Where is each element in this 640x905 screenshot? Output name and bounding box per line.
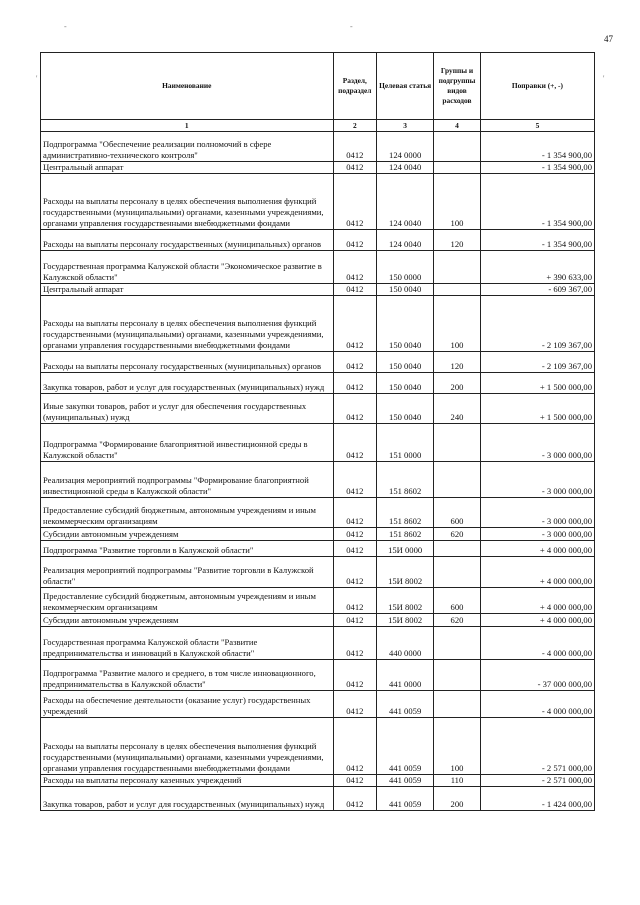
row-section-cell: 0412	[333, 352, 377, 373]
row-name-cell: Предоставление субсидий бюджетным, автономным учреждениям и иным некоммерческим организациям	[41, 498, 334, 528]
margin-mark: -	[64, 22, 67, 31]
row-section-cell: 0412	[333, 498, 377, 528]
table-row	[41, 775, 595, 787]
row-section-cell: 0412	[333, 284, 377, 296]
row-section-cell: 0412	[333, 557, 377, 588]
row-article-cell: 15И 8002	[377, 557, 434, 588]
row-group-cell: 120	[434, 352, 481, 373]
row-article-cell: 150 0040	[377, 373, 434, 394]
row-group-cell	[434, 162, 481, 174]
row-article-cell: 151 8602	[377, 498, 434, 528]
row-article-cell: 151 8602	[377, 528, 434, 541]
row-section-cell: 0412	[333, 718, 377, 775]
row-section-cell: 0412	[333, 775, 377, 787]
row-name-cell: Расходы на выплаты персоналу в целях обеспечения выполнения функций государственными (муниципальными) органами, казенными учреждениями, органами управления государственными внебюджетными фондами	[41, 296, 334, 352]
row-amount-cell: - 3 000 000,00	[480, 498, 594, 528]
column-number-row	[41, 120, 595, 132]
row-group-cell	[434, 691, 481, 718]
row-section-cell: 0412	[333, 691, 377, 718]
row-amount-cell: - 2 571 000,00	[480, 718, 594, 775]
column-number: 5	[480, 120, 594, 132]
header-amount: Поправки (+, -)	[480, 53, 594, 120]
row-name-cell: Расходы на выплаты персоналу в целях обеспечения выполнения функций государственными (муниципальными) органами, казенными учреждениями, органами управления государственными внебюджетными фондами	[41, 174, 334, 230]
table-row	[41, 627, 595, 660]
row-group-cell	[434, 627, 481, 660]
row-section-cell: 0412	[333, 627, 377, 660]
table-row	[41, 691, 595, 718]
column-number: 3	[377, 120, 434, 132]
row-article-cell: 441 0059	[377, 775, 434, 787]
table-row	[41, 132, 595, 162]
row-article-cell: 441 0000	[377, 660, 434, 691]
row-section-cell: 0412	[333, 660, 377, 691]
row-article-cell: 15И 8002	[377, 614, 434, 627]
row-group-cell: 620	[434, 614, 481, 627]
table-row	[41, 588, 595, 614]
row-article-cell: 441 0059	[377, 691, 434, 718]
row-group-cell: 620	[434, 528, 481, 541]
row-name-cell: Закупка товаров, работ и услуг для государственных (муниципальных) нужд	[41, 373, 334, 394]
row-group-cell: 100	[434, 296, 481, 352]
table-row	[41, 284, 595, 296]
row-article-cell: 150 0040	[377, 284, 434, 296]
row-section-cell: 0412	[333, 373, 377, 394]
row-article-cell: 124 0040	[377, 230, 434, 251]
row-amount-cell: - 1 354 900,00	[480, 174, 594, 230]
row-section-cell: 0412	[333, 614, 377, 627]
row-article-cell: 124 0040	[377, 174, 434, 230]
row-section-cell: 0412	[333, 230, 377, 251]
row-section-cell: 0412	[333, 528, 377, 541]
row-amount-cell: + 4 000 000,00	[480, 614, 594, 627]
row-group-cell	[434, 132, 481, 162]
row-article-cell: 150 0040	[377, 352, 434, 373]
row-amount-cell: - 1 354 900,00	[480, 162, 594, 174]
row-name-cell: Подпрограмма "Развитие торговли в Калужской области"	[41, 541, 334, 557]
margin-mark: '	[36, 74, 38, 83]
row-name-cell: Субсидии автономным учреждениям	[41, 528, 334, 541]
row-name-cell: Подпрограмма "Обеспечение реализации полномочий в сфере административно-технического контроля"	[41, 132, 334, 162]
row-section-cell: 0412	[333, 174, 377, 230]
row-article-cell: 441 0059	[377, 787, 434, 811]
row-amount-cell: - 3 000 000,00	[480, 528, 594, 541]
row-article-cell: 150 0040	[377, 394, 434, 424]
margin-mark: -	[350, 22, 353, 31]
table-header-row	[41, 53, 595, 120]
page-number: 47	[604, 34, 613, 44]
margin-mark: '	[603, 74, 605, 83]
row-name-cell: Предоставление субсидий бюджетным, автономным учреждениям и иным некоммерческим организациям	[41, 588, 334, 614]
row-name-cell: Субсидии автономным учреждениям	[41, 614, 334, 627]
column-number: 2	[333, 120, 377, 132]
row-section-cell: 0412	[333, 251, 377, 284]
row-amount-cell: - 2 109 367,00	[480, 352, 594, 373]
row-name-cell: Расходы на выплаты персоналу государственных (муниципальных) органов	[41, 230, 334, 251]
row-group-cell: 110	[434, 775, 481, 787]
table-row	[41, 528, 595, 541]
header-section: Раздел, подраздел	[333, 53, 377, 120]
table-row	[41, 174, 595, 230]
row-name-cell: Реализация мероприятий подпрограммы "Формирование благоприятной инвестиционной среды в Калужской области"	[41, 462, 334, 498]
row-amount-cell: + 4 000 000,00	[480, 541, 594, 557]
row-section-cell: 0412	[333, 541, 377, 557]
row-article-cell: 150 0040	[377, 296, 434, 352]
row-name-cell: Центральный аппарат	[41, 162, 334, 174]
row-group-cell	[434, 557, 481, 588]
row-group-cell: 100	[434, 718, 481, 775]
row-group-cell	[434, 660, 481, 691]
row-name-cell: Подпрограмма "Формирование благоприятной инвестиционной среды в Калужской области"	[41, 424, 334, 462]
row-name-cell: Реализация мероприятий подпрограммы "Развитие торговли в Калужской области"	[41, 557, 334, 588]
row-name-cell: Государственная программа Калужской области "Развитие предпринимательства и инноваций в Калужской области"	[41, 627, 334, 660]
table-row	[41, 462, 595, 498]
row-group-cell: 600	[434, 498, 481, 528]
table-row	[41, 162, 595, 174]
row-name-cell: Подпрограмма "Развитие малого и среднего, в том числе инновационного, предпринимательства в Калужской области"	[41, 660, 334, 691]
table-row	[41, 660, 595, 691]
row-amount-cell: - 1 354 900,00	[480, 132, 594, 162]
header-groups: Группы и подгруппы видов расходов	[434, 53, 481, 120]
table-row	[41, 394, 595, 424]
table-row	[41, 787, 595, 811]
table-row	[41, 373, 595, 394]
row-section-cell: 0412	[333, 132, 377, 162]
row-section-cell: 0412	[333, 462, 377, 498]
budget-amendments-table	[40, 52, 595, 811]
header-name: Наименование	[41, 53, 334, 120]
row-section-cell: 0412	[333, 424, 377, 462]
table-row	[41, 541, 595, 557]
row-group-cell: 120	[434, 230, 481, 251]
row-amount-cell: - 4 000 000,00	[480, 627, 594, 660]
row-name-cell: Государственная программа Калужской области "Экономическое развитие в Калужской области"	[41, 251, 334, 284]
row-amount-cell: + 1 500 000,00	[480, 394, 594, 424]
table-row	[41, 251, 595, 284]
row-article-cell: 15И 8002	[377, 588, 434, 614]
row-section-cell: 0412	[333, 588, 377, 614]
row-amount-cell: + 4 000 000,00	[480, 557, 594, 588]
table-row	[41, 498, 595, 528]
row-article-cell: 124 0040	[377, 162, 434, 174]
row-amount-cell: - 609 367,00	[480, 284, 594, 296]
row-amount-cell: + 4 000 000,00	[480, 588, 594, 614]
row-section-cell: 0412	[333, 296, 377, 352]
row-name-cell: Расходы на выплаты персоналу в целях обеспечения выполнения функций государственными (муниципальными) органами, казенными учреждениями, органами управления государственными внебюджетными фондами	[41, 718, 334, 775]
header-article: Целевая статья	[377, 53, 434, 120]
row-group-cell: 240	[434, 394, 481, 424]
table-body	[41, 132, 595, 811]
row-group-cell: 600	[434, 588, 481, 614]
column-number: 1	[41, 120, 334, 132]
table-row	[41, 296, 595, 352]
table-row	[41, 718, 595, 775]
row-group-cell: 100	[434, 174, 481, 230]
table-row	[41, 614, 595, 627]
row-article-cell: 150 0000	[377, 251, 434, 284]
row-name-cell: Центральный аппарат	[41, 284, 334, 296]
row-name-cell: Иные закупки товаров, работ и услуг для обеспечения государственных (муниципальных) нужд	[41, 394, 334, 424]
row-amount-cell: + 1 500 000,00	[480, 373, 594, 394]
row-group-cell	[434, 541, 481, 557]
row-amount-cell: - 4 000 000,00	[480, 691, 594, 718]
row-article-cell: 441 0059	[377, 718, 434, 775]
row-amount-cell: - 2 109 367,00	[480, 296, 594, 352]
row-section-cell: 0412	[333, 394, 377, 424]
row-amount-cell: - 3 000 000,00	[480, 462, 594, 498]
table-row	[41, 424, 595, 462]
row-group-cell	[434, 251, 481, 284]
row-name-cell: Расходы на выплаты персоналу государственных (муниципальных) органов	[41, 352, 334, 373]
table-row	[41, 230, 595, 251]
row-section-cell: 0412	[333, 787, 377, 811]
row-amount-cell: - 1 354 900,00	[480, 230, 594, 251]
row-article-cell: 151 0000	[377, 424, 434, 462]
table-row	[41, 352, 595, 373]
row-group-cell	[434, 284, 481, 296]
row-amount-cell: - 3 000 000,00	[480, 424, 594, 462]
row-amount-cell: - 37 000 000,00	[480, 660, 594, 691]
row-amount-cell: - 2 571 000,00	[480, 775, 594, 787]
row-name-cell: Закупка товаров, работ и услуг для государственных (муниципальных) нужд	[41, 787, 334, 811]
row-group-cell: 200	[434, 787, 481, 811]
row-article-cell: 15И 0000	[377, 541, 434, 557]
row-name-cell: Расходы на обеспечение деятельности (оказание услуг) государственных учреждений	[41, 691, 334, 718]
row-amount-cell: + 390 633,00	[480, 251, 594, 284]
row-amount-cell: - 1 424 000,00	[480, 787, 594, 811]
row-article-cell: 124 0000	[377, 132, 434, 162]
column-number: 4	[434, 120, 481, 132]
table-row	[41, 557, 595, 588]
row-group-cell	[434, 424, 481, 462]
row-name-cell: Расходы на выплаты персоналу казенных учреждений	[41, 775, 334, 787]
row-group-cell	[434, 462, 481, 498]
row-article-cell: 151 8602	[377, 462, 434, 498]
row-group-cell: 200	[434, 373, 481, 394]
row-section-cell: 0412	[333, 162, 377, 174]
row-article-cell: 440 0000	[377, 627, 434, 660]
